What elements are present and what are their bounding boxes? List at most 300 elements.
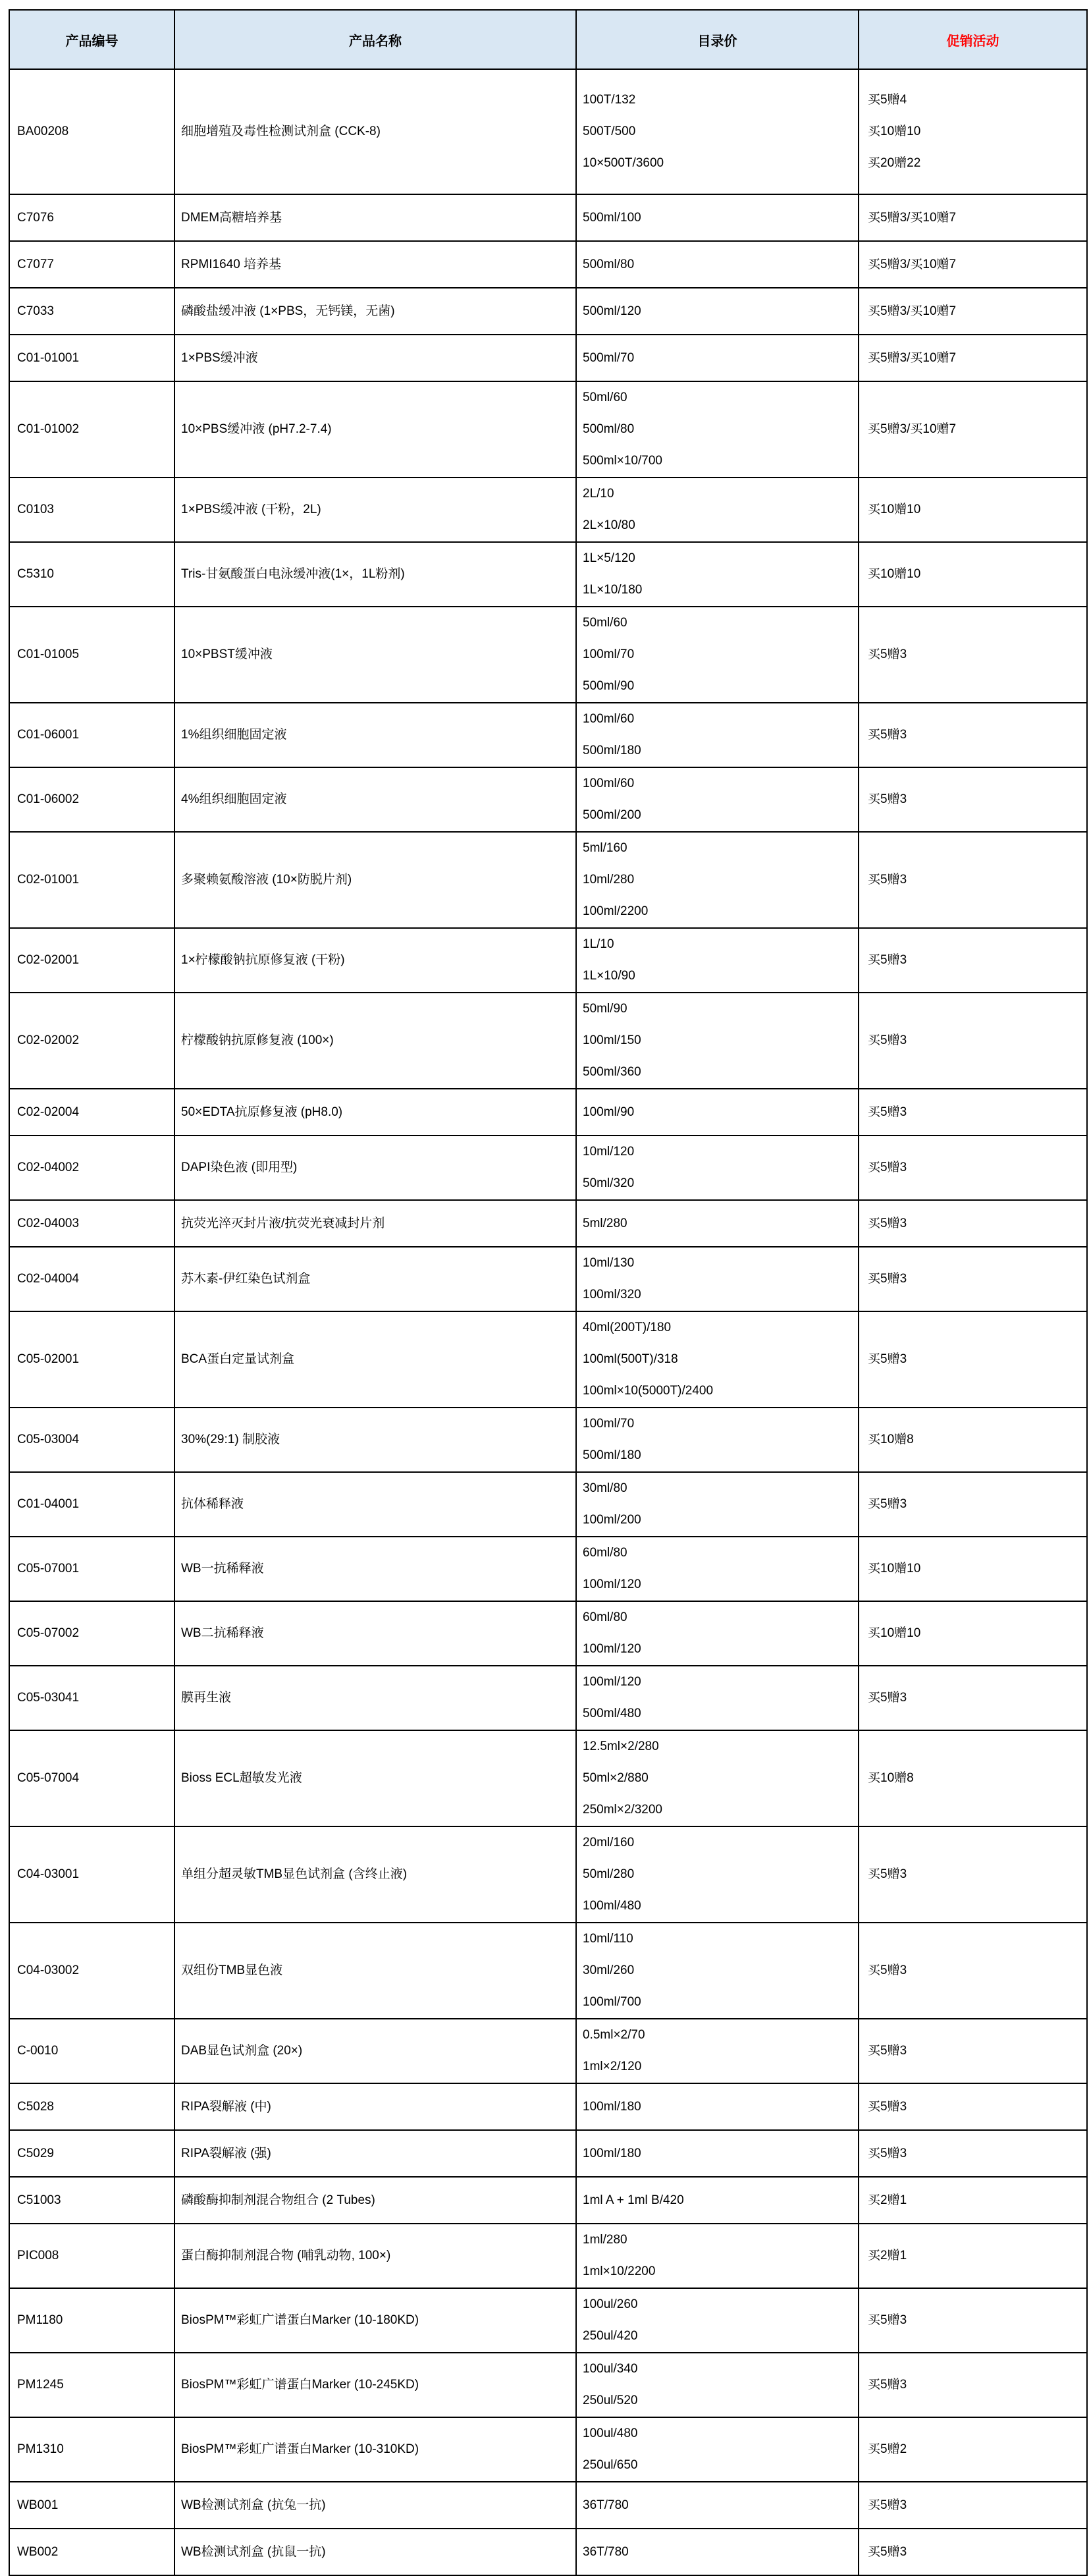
product-code-cell	[9, 2417, 174, 2482]
product-name-cell	[174, 1601, 576, 1666]
table-row	[9, 542, 1087, 607]
product-name-cell	[174, 69, 576, 194]
promotion-cell	[859, 542, 1087, 607]
product-name-cell	[174, 2482, 576, 2529]
product-code-cell	[9, 1247, 174, 1311]
table-row	[9, 993, 1087, 1089]
list-price-cell-line: 10ml/130	[583, 1256, 635, 1270]
table-row	[9, 607, 1087, 703]
table-row	[9, 1537, 1087, 1601]
table-row	[9, 241, 1087, 288]
list-price-cell	[576, 767, 859, 832]
product-code-cell-line: C05-03004	[17, 1433, 80, 1446]
promotion-cell-line: 买10赠8	[868, 1771, 914, 1785]
list-price-cell-line: 100ml/60	[583, 712, 635, 726]
product-code-cell-line: C02-04003	[17, 1216, 80, 1230]
promotion-cell-line: 买5赠3/买10赠7	[868, 422, 957, 436]
promotion-cell-line: 买10赠10	[868, 567, 921, 581]
product-code-cell	[9, 1601, 174, 1666]
table-header	[9, 10, 1087, 69]
promotion-cell-line: 买5赠3	[868, 647, 907, 661]
promotion-cell	[859, 1923, 1087, 2019]
product-name-cell-line: 1×PBS缓冲液 (干粉，2L)	[181, 503, 321, 516]
product-name-cell-line: 1×PBS缓冲液	[181, 350, 258, 365]
header-product-code: 产品编号	[9, 10, 174, 69]
promotion-cell-line: 买5赠3	[868, 1033, 907, 1047]
product-name-cell	[174, 703, 576, 767]
product-code-cell	[9, 478, 174, 542]
product-name-cell	[174, 1730, 576, 1826]
table-row	[9, 2529, 1087, 2575]
promotion-cell	[859, 1826, 1087, 1923]
list-price-cell-line: 100ml/700	[583, 1995, 641, 2009]
product-code-cell	[9, 767, 174, 832]
product-name-cell	[174, 607, 576, 703]
promotion-cell	[859, 194, 1087, 241]
table-row	[9, 478, 1087, 542]
product-name-cell-line: 磷酸酶抑制剂混合物组合 (2 Tubes)	[181, 2193, 375, 2207]
product-code-cell	[9, 1311, 174, 1408]
product-code-cell-line: C05-02001	[17, 1352, 80, 1366]
list-price-cell-line: 500ml/70	[583, 350, 635, 365]
promotion-cell	[859, 928, 1087, 993]
product-name-cell	[174, 1826, 576, 1923]
product-name-cell-line: WB一抗稀释液	[181, 1562, 264, 1576]
list-price-cell	[576, 335, 859, 381]
product-name-cell	[174, 2019, 576, 2083]
product-name-cell-line: BCA蛋白定量试剂盒	[181, 1352, 295, 1366]
product-code-cell	[9, 2529, 174, 2575]
promotion-cell-line: 买5赠3	[868, 2044, 907, 2058]
product-code-cell-line: C04-03001	[17, 1867, 80, 1881]
table-row	[9, 1472, 1087, 1537]
product-name-cell-line: 细胞增殖及毒性检测试剂盒 (CCK-8)	[181, 124, 381, 138]
product-name-cell-line: 10×PBS缓冲液 (pH7.2-7.4)	[181, 422, 332, 436]
promotion-cell-line: 买5赠3/买10赠7	[868, 210, 957, 225]
table-row	[9, 69, 1087, 194]
product-name-cell-line: DAPI染色液 (即用型)	[181, 1161, 298, 1174]
product-code-cell-line: C02-02002	[17, 1033, 80, 1047]
list-price-cell-line: 500ml/100	[583, 210, 641, 225]
list-price-cell	[576, 2019, 859, 2083]
product-code-cell	[9, 703, 174, 767]
list-price-cell-line: 0.5ml×2/70	[583, 2028, 645, 2042]
table-row	[9, 1311, 1087, 1408]
product-name-cell-line: 抗体稀释液	[181, 1497, 244, 1511]
list-price-cell-line: 30ml/260	[583, 1963, 635, 1977]
list-price-cell-line: 500ml/90	[583, 679, 635, 693]
product-code-cell-line: C7033	[17, 304, 54, 318]
product-code-cell	[9, 1666, 174, 1730]
product-code-cell	[9, 2130, 174, 2177]
product-code-cell	[9, 1136, 174, 1200]
list-price-cell-line: 500ml/80	[583, 422, 635, 436]
promotion-cell	[859, 2417, 1087, 2482]
promotion-cell-line: 买5赠3	[868, 1867, 907, 1881]
promotion-cell-line: 买10赠10	[868, 124, 921, 138]
product-code-cell-line: PM1310	[17, 2442, 64, 2456]
list-price-cell-line: 500ml/200	[583, 808, 641, 822]
product-name-cell	[174, 241, 576, 288]
product-name-cell	[174, 1537, 576, 1601]
list-price-cell	[576, 1826, 859, 1923]
product-code-cell-line: C02-01001	[17, 873, 80, 887]
list-price-cell-line: 50ml×2/880	[583, 1771, 649, 1785]
list-price-cell	[576, 1537, 859, 1601]
product-name-cell-line: DAB显色试剂盒 (20×)	[181, 2044, 303, 2058]
product-code-cell-line: C5029	[17, 2146, 54, 2160]
promotion-cell	[859, 335, 1087, 381]
product-name-cell-line: BiosPM™彩虹广谱蛋白Marker (10-180KD)	[181, 2313, 419, 2327]
list-price-cell-line: 1L×10/180	[583, 583, 643, 597]
product-code-cell-line: C0103	[17, 503, 54, 516]
promotion-cell-line: 买5赠3/买10赠7	[868, 304, 957, 318]
product-name-cell	[174, 1089, 576, 1136]
list-price-cell	[576, 607, 859, 703]
product-name-cell-line: 30%(29:1) 制胶液	[181, 1433, 280, 1446]
table-row	[9, 381, 1087, 478]
list-price-cell-line: 250ml×2/3200	[583, 1803, 662, 1817]
promotion-cell	[859, 1666, 1087, 1730]
list-price-cell	[576, 993, 859, 1089]
list-price-cell	[576, 1472, 859, 1537]
list-price-cell-line: 500ml/120	[583, 304, 641, 318]
product-name-cell	[174, 1666, 576, 1730]
list-price-cell	[576, 478, 859, 542]
product-name-cell-line: RIPA裂解液 (中)	[181, 2099, 271, 2114]
list-price-cell-line: 1L/10	[583, 937, 614, 951]
product-name-cell	[174, 1136, 576, 1200]
product-name-cell-line: WB检测试剂盒 (抗鼠一抗)	[181, 2544, 326, 2559]
promotion-cell-line: 买5赠3	[868, 2313, 907, 2327]
promotion-cell	[859, 1472, 1087, 1537]
promotion-cell	[859, 703, 1087, 767]
list-price-cell-line: 50ml/320	[583, 1176, 635, 1190]
promotion-cell	[859, 2482, 1087, 2529]
list-price-cell-line: 500ml/480	[583, 1707, 641, 1720]
promotion-cell	[859, 1730, 1087, 1826]
product-name-cell	[174, 2417, 576, 2482]
list-price-cell-line: 2L/10	[583, 487, 614, 501]
product-name-cell-line: 50×EDTA抗原修复液 (pH8.0)	[181, 1105, 343, 1119]
list-price-cell-line: 500T/500	[583, 124, 636, 138]
list-price-cell-line: 10ml/110	[583, 1932, 633, 1946]
promotion-cell	[859, 1311, 1087, 1408]
list-price-cell	[576, 2417, 859, 2482]
product-name-cell-line: 柠檬酸钠抗原修复液 (100×)	[181, 1033, 334, 1047]
product-code-cell	[9, 2288, 174, 2353]
header-promotion: 促销活动	[859, 10, 1087, 69]
table-row	[9, 1408, 1087, 1472]
list-price-cell-line: 1L×5/120	[583, 551, 635, 565]
promotion-cell-line: 买5赠2	[868, 2442, 907, 2456]
product-code-cell-line: C02-02001	[17, 953, 80, 967]
product-code-cell-line: C01-01001	[17, 350, 80, 365]
promotion-cell	[859, 241, 1087, 288]
table-row	[9, 1089, 1087, 1136]
product-name-cell	[174, 2529, 576, 2575]
product-name-cell-line: BiosPM™彩虹广谱蛋白Marker (10-310KD)	[181, 2442, 419, 2456]
product-name-cell	[174, 2177, 576, 2224]
list-price-cell	[576, 1089, 859, 1136]
list-price-cell	[576, 2177, 859, 2224]
product-name-cell	[174, 832, 576, 928]
list-price-cell	[576, 2288, 859, 2353]
product-code-cell-line: C02-04002	[17, 1161, 80, 1174]
list-price-cell	[576, 1311, 859, 1408]
product-code-cell-line: WB002	[17, 2544, 59, 2559]
promotion-cell-line: 买5赠3	[868, 1105, 907, 1119]
promotion-cell-line: 买2赠1	[868, 2193, 907, 2207]
list-price-cell	[576, 2130, 859, 2177]
list-price-cell-line: 100ml/70	[583, 647, 635, 661]
list-price-cell-line: 100ml/200	[583, 1513, 641, 1527]
product-code-cell-line: C04-03002	[17, 1963, 80, 1977]
product-code-cell-line: C7076	[17, 210, 54, 225]
product-name-cell-line: WB检测试剂盒 (抗兔一抗)	[181, 2498, 326, 2512]
list-price-cell	[576, 1200, 859, 1247]
product-code-cell-line: C5310	[17, 567, 54, 581]
header-product-name: 产品名称	[174, 10, 576, 69]
promotion-cell	[859, 381, 1087, 478]
promotion-cell	[859, 1200, 1087, 1247]
product-code-cell	[9, 1537, 174, 1601]
list-price-cell-line: 100ml(500T)/318	[583, 1352, 678, 1366]
promotion-cell-line: 买5赠3	[868, 1352, 907, 1366]
table-row	[9, 2019, 1087, 2083]
table-row	[9, 1923, 1087, 2019]
product-code-cell	[9, 2019, 174, 2083]
list-price-cell	[576, 542, 859, 607]
price-list-container	[9, 9, 1088, 2576]
list-price-cell-line: 50ml/90	[583, 1002, 627, 1016]
product-code-cell	[9, 993, 174, 1089]
product-code-cell	[9, 2353, 174, 2417]
promotion-cell-line: 买5赠3	[868, 1216, 907, 1230]
promotion-cell-line: 买5赠3/买10赠7	[868, 350, 957, 365]
list-price-cell-line: 100ml/180	[583, 2146, 641, 2160]
promotion-cell-line: 买5赠3	[868, 792, 907, 806]
list-price-cell	[576, 288, 859, 335]
list-price-cell-line: 2L×10/80	[583, 518, 635, 532]
table-row	[9, 2417, 1087, 2482]
product-code-cell-line: C02-04004	[17, 1272, 80, 1286]
promotion-cell-line: 买5赠3	[868, 1272, 907, 1286]
promotion-cell-line: 买10赠10	[868, 1562, 921, 1576]
list-price-cell	[576, 2224, 859, 2288]
product-code-cell	[9, 1089, 174, 1136]
promotion-cell	[859, 832, 1087, 928]
product-name-cell-line: BiosPM™彩虹广谱蛋白Marker (10-245KD)	[181, 2378, 419, 2392]
promotion-cell-line: 买2赠1	[868, 2249, 907, 2262]
list-price-cell-line: 500ml/180	[583, 1448, 641, 1462]
list-price-cell-line: 100ml/480	[583, 1899, 641, 1913]
product-code-cell-line: C01-06001	[17, 728, 80, 742]
product-code-cell-line: C01-04001	[17, 1497, 80, 1511]
product-code-cell	[9, 1472, 174, 1537]
product-name-cell-line: Tris-甘氨酸蛋白电泳缓冲液(1×，1L粉剂)	[181, 567, 405, 581]
promotion-cell-line: 买5赠4	[868, 93, 907, 107]
list-price-cell-line: 100ul/260	[583, 2297, 638, 2311]
table-row	[9, 288, 1087, 335]
promotion-cell	[859, 1601, 1087, 1666]
table-body	[9, 69, 1087, 2575]
list-price-cell-line: 1ml×10/2200	[583, 2264, 656, 2278]
promotion-cell	[859, 2130, 1087, 2177]
product-name-cell-line: 蛋白酶抑制剂混合物 (哺乳动物, 100×)	[181, 2249, 391, 2262]
product-code-cell	[9, 335, 174, 381]
promotion-cell	[859, 2288, 1087, 2353]
product-name-cell-line: 10×PBST缓冲液	[181, 647, 273, 661]
product-name-cell	[174, 928, 576, 993]
list-price-cell	[576, 381, 859, 478]
promotion-cell	[859, 2353, 1087, 2417]
product-code-cell-line: C01-01002	[17, 422, 80, 436]
list-price-cell-line: 60ml/80	[583, 1546, 627, 1560]
list-price-cell-line: 100ul/340	[583, 2362, 638, 2376]
product-name-cell	[174, 2353, 576, 2417]
promotion-cell-line: 买5赠3	[868, 2146, 907, 2160]
list-price-cell	[576, 69, 859, 194]
table-row	[9, 832, 1087, 928]
list-price-cell-line: 100ml/60	[583, 777, 635, 790]
table-row	[9, 1200, 1087, 1247]
list-price-cell	[576, 194, 859, 241]
list-price-cell	[576, 928, 859, 993]
list-price-cell	[576, 1601, 859, 1666]
product-code-cell-line: C7077	[17, 257, 54, 271]
product-code-cell-line: WB001	[17, 2498, 59, 2512]
product-price-table	[9, 9, 1088, 2576]
table-row	[9, 1136, 1087, 1200]
product-code-cell	[9, 288, 174, 335]
product-name-cell	[174, 288, 576, 335]
product-name-cell-line: RPMI1640 培养基	[181, 257, 282, 271]
promotion-cell-line: 买5赠3	[868, 728, 907, 742]
promotion-cell-line: 买5赠3/买10赠7	[868, 257, 957, 271]
promotion-cell-line: 买5赠3	[868, 2498, 907, 2512]
product-name-cell	[174, 767, 576, 832]
product-code-cell	[9, 1200, 174, 1247]
product-name-cell	[174, 1923, 576, 2019]
promotion-cell-line: 买10赠8	[868, 1433, 914, 1446]
product-code-cell-line: C05-07001	[17, 1562, 80, 1576]
product-code-cell	[9, 241, 174, 288]
product-name-cell-line: Bioss ECL超敏发光液	[181, 1771, 302, 1785]
header-row	[9, 10, 1087, 69]
product-name-cell	[174, 478, 576, 542]
product-code-cell-line: PIC008	[17, 2249, 59, 2262]
list-price-cell-line: 250ul/520	[583, 2394, 638, 2407]
table-row	[9, 194, 1087, 241]
list-price-cell	[576, 241, 859, 288]
product-name-cell	[174, 542, 576, 607]
list-price-cell-line: 100ml/2200	[583, 904, 649, 918]
list-price-cell-line: 100ml/320	[583, 1288, 641, 1302]
product-name-cell	[174, 2130, 576, 2177]
list-price-cell-line: 10ml/280	[583, 873, 635, 887]
product-code-cell	[9, 1730, 174, 1826]
product-name-cell-line: 多聚赖氨酸溶液 (10×防脱片剂)	[181, 873, 352, 887]
table-row	[9, 767, 1087, 832]
product-code-cell-line: C-0010	[17, 2044, 59, 2058]
product-code-cell-line: C05-07002	[17, 1626, 80, 1640]
list-price-cell-line: 500ml×10/700	[583, 454, 662, 468]
promotion-cell	[859, 1089, 1087, 1136]
product-name-cell	[174, 1247, 576, 1311]
product-code-cell-line: C02-02004	[17, 1105, 80, 1119]
product-name-cell-line: 1×柠檬酸钠抗原修复液 (干粉)	[181, 953, 345, 967]
table-row	[9, 2083, 1087, 2130]
list-price-cell-line: 100ml×10(5000T)/2400	[583, 1384, 714, 1398]
product-code-cell	[9, 2177, 174, 2224]
product-code-cell-line: C05-03041	[17, 1691, 80, 1705]
list-price-cell-line: 20ml/160	[583, 1836, 635, 1850]
product-name-cell	[174, 1200, 576, 1247]
list-price-cell-line: 100T/132	[583, 93, 636, 107]
list-price-cell-line: 30ml/80	[583, 1481, 627, 1495]
list-price-cell-line: 36T/780	[583, 2544, 629, 2559]
promotion-cell-line: 买5赠3	[868, 953, 907, 967]
promotion-cell-line: 买5赠3	[868, 2099, 907, 2114]
product-name-cell-line: WB二抗稀释液	[181, 1626, 264, 1640]
product-code-cell-line: C01-01005	[17, 647, 80, 661]
promotion-cell	[859, 288, 1087, 335]
table-row	[9, 1666, 1087, 1730]
table-row	[9, 928, 1087, 993]
promotion-cell	[859, 2019, 1087, 2083]
list-price-cell-line: 12.5ml×2/280	[583, 1740, 659, 1753]
product-code-cell-line: BA00208	[17, 124, 69, 138]
list-price-cell-line: 100ml/120	[583, 1642, 641, 1656]
product-name-cell	[174, 993, 576, 1089]
product-code-cell-line: C51003	[17, 2193, 61, 2207]
list-price-cell-line: 100ul/480	[583, 2426, 638, 2440]
promotion-cell	[859, 1247, 1087, 1311]
product-name-cell-line: DMEM高糖培养基	[181, 210, 282, 225]
table-row	[9, 2177, 1087, 2224]
product-code-cell	[9, 542, 174, 607]
list-price-cell-line: 500ml/360	[583, 1065, 641, 1079]
promotion-cell-line: 买5赠3	[868, 2544, 907, 2559]
list-price-cell-line: 5ml/160	[583, 841, 627, 855]
promotion-cell-line: 买5赠3	[868, 1497, 907, 1511]
promotion-cell	[859, 993, 1087, 1089]
promotion-cell-line: 买5赠3	[868, 2378, 907, 2392]
list-price-cell	[576, 2353, 859, 2417]
table-row	[9, 2288, 1087, 2353]
product-code-cell	[9, 381, 174, 478]
promotion-cell-line: 买5赠3	[868, 1963, 907, 1977]
product-code-cell-line: PM1180	[17, 2313, 63, 2327]
promotion-cell-line: 买5赠3	[868, 1691, 907, 1705]
table-row	[9, 703, 1087, 767]
table-row	[9, 2482, 1087, 2529]
promotion-cell	[859, 2529, 1087, 2575]
promotion-cell	[859, 607, 1087, 703]
list-price-cell-line: 60ml/80	[583, 1610, 627, 1624]
list-price-cell	[576, 2482, 859, 2529]
list-price-cell-line: 1ml A + 1ml B/420	[583, 2193, 684, 2207]
product-code-cell	[9, 2083, 174, 2130]
promotion-cell	[859, 1136, 1087, 1200]
list-price-cell-line: 250ul/420	[583, 2329, 638, 2343]
product-name-cell	[174, 1408, 576, 1472]
promotion-cell	[859, 1408, 1087, 1472]
list-price-cell-line: 100ml/70	[583, 1417, 635, 1431]
product-name-cell	[174, 1311, 576, 1408]
product-code-cell	[9, 1408, 174, 1472]
